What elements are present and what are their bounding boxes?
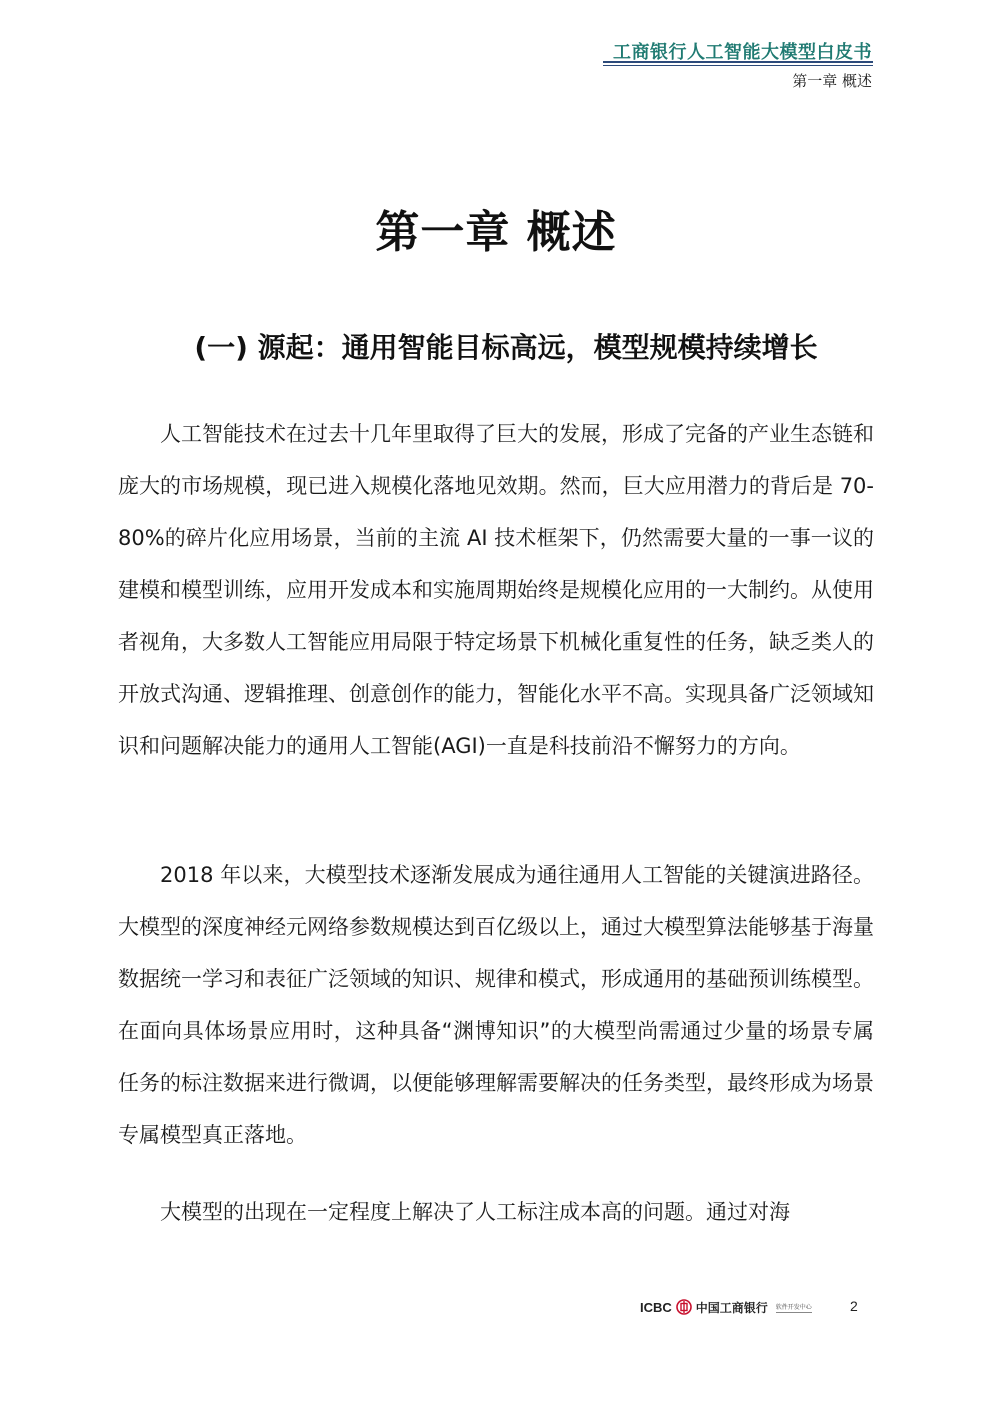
paragraph-2: 2018 年以来，大模型技术逐渐发展成为通往通用人工智能的关键演进路径。大模型的深度神经元网络参数规模达到百亿级以上，通过大模型算法能够基于海量数据统一学习和表征广泛领域的知识、规律和模式，形成通用的基础预训练模型。在面向具体场景应用时，这种具备“渊博知识”的大模型尚需通过少量的场景专属任务的标注数据来进行微调，以便能够理解需要解决的任务类型，最终形成为场景专属模型真正落地。 (118, 863, 874, 1147)
footer-icbc-text: ICBC (640, 1299, 672, 1315)
page-number: 2 (850, 1298, 858, 1314)
footer-bank-name: 中国工商银行 (695, 1300, 768, 1315)
footer-department: 软件开发中心 (775, 1303, 812, 1311)
header-rule-thin (603, 65, 873, 66)
chapter-title: 第一章 概述 (375, 207, 617, 258)
paragraph-3: 大模型的出现在一定程度上解决了人工标注成本高的问题。通过对海 (160, 1200, 790, 1224)
header-rule (603, 61, 873, 63)
footer-brand (640, 1296, 812, 1318)
section-title: (一) 源起：通用智能目标高远，模型规模持续增长 (194, 331, 818, 364)
header-chapter-label: 第一章 概述 (792, 72, 872, 90)
paragraph-1: 人工智能技术在过去十几年里取得了巨大的发展，形成了完备的产业生态链和庞大的市场规模，现已进入规模化落地见效期。然而，巨大应用潜力的背后是 70-80%的碎片化应用场景，当前的主流 AI 技术框架下，仍然需要大量的一事一议的建模和模型训练，应用开发成本和实施周期始终是规模化应用的一大制约。从使用者视角，大多数人工智能应用局限于特定场景下机械化重复性的任务，缺乏类人的开放式沟通、逻辑推理、创意创作的能力，智能化水平不高。实现具备广泛领域知识和问题解决能力的通用人工智能(AGI)一直是科技前沿不懈努力的方向。 (118, 422, 874, 758)
icbc-logo-icon (676, 1299, 692, 1315)
header-doc-title: 工商银行人工智能大模型白皮书 (613, 42, 872, 63)
